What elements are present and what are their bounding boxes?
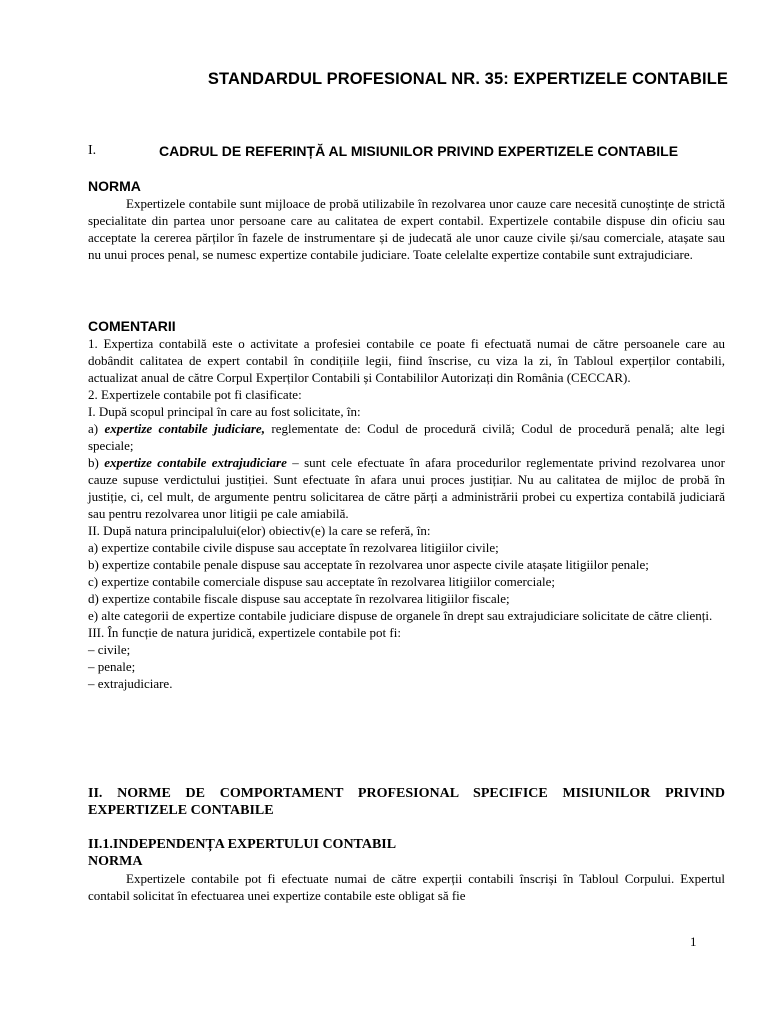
comentarii-block — [88, 318, 725, 692]
comment-paragraph: 2. Expertizele contabile pot fi clasificate: — [88, 387, 302, 402]
comment-paragraph: d) expertize contabile fiscale dispuse sau acceptate în rezolvarea litigiilor fiscale; — [88, 591, 510, 606]
subsection-heading: II.1.INDEPENDENȚA EXPERTULUI CONTABIL — [88, 837, 397, 852]
comment-paragraph: I. După scopul principal în care au fost solicitate, în: — [88, 404, 361, 419]
list-text: reglementate de: Codul de procedură civilă; Codul de procedură penală; alte legi speciale; — [88, 421, 725, 453]
comment-paragraph: III. În funcție de natura juridică, expertizele contabile pot fi: — [88, 625, 401, 640]
list-marker: a) — [88, 421, 105, 436]
comment-paragraph: a) expertize contabile civile dispuse sau acceptate în rezolvarea litigiilor civile; — [88, 540, 499, 555]
comment-paragraph: b) expertize contabile penale dispuse sau acceptate în rezolvarea unor aspecte civile atașate litigiilor penale; — [88, 557, 649, 572]
comment-paragraph: II. După natura principalului(elor) obiectiv(e) la care se referă, în: — [88, 523, 431, 538]
comment-paragraph: – civile; — [88, 642, 131, 657]
norma-paragraph: Expertizele contabile pot fi efectuate numai de către experții contabili înscriși în Tabloul Corpului. Expertul contabil solicitat în efectuarea unei expertize contabile este obligat să fie — [88, 871, 725, 903]
comment-paragraph — [88, 454, 725, 522]
document-title: STANDARDUL PROFESIONAL NR. 35: EXPERTIZELE CONTABILE — [207, 70, 728, 88]
page-number: 1 — [690, 934, 697, 949]
section-1-body — [88, 178, 725, 263]
emphasis-term: expertize contabile judiciare, — [104, 421, 265, 436]
emphasis-term: expertize contabile extrajudiciare — [104, 455, 287, 470]
section-1-title: CADRUL DE REFERINȚĂ AL MISIUNILOR PRIVIND EXPERTIZELE CONTABILE — [159, 143, 679, 159]
section-2-1-block — [88, 836, 725, 904]
section-2-block — [88, 785, 725, 819]
comentarii-heading: COMENTARII — [88, 318, 176, 334]
norma-heading: NORMA — [88, 178, 141, 194]
comment-paragraph: e) alte categorii de expertize contabile judiciare dispuse de organele în drept sau extrajudiciare solicitate de către clienți. — [88, 608, 713, 623]
comment-paragraph: – extrajudiciare. — [88, 676, 173, 691]
list-text: – sunt cele efectuate în afara procedurilor reglementate privind rezolvarea unor cauze supuse verdictului justiției. Sunt efectuate în afara unui proces justițiar. Nu au calitatea de mijloc de probă în justiție, ci, cel mult, de argumente pentru solicitarea de către părți a administrării probei cu expertiza contabilă judiciară sau pentru rezolvarea unor litigii pe cale amiabilă. — [88, 455, 725, 521]
comment-paragraph: 1. Expertiza contabilă este o activitate a profesiei contabile ce poate fi efectuată numai de către persoanele care au dobândit calitatea de expert contabil în condițiile legii, fiind înscrise, cu viza la zi, în Tabloul experților contabili, actualizat anual de către Corpul Experților Contabili și Contabililor Autorizați din România (CECCAR). — [88, 336, 725, 385]
comment-paragraph: c) expertize contabile comerciale dispuse sau acceptate în rezolvarea litigiilor comerciale; — [88, 574, 556, 589]
list-marker: b) — [88, 455, 105, 470]
norma-paragraph: Expertizele contabile sunt mijloace de probă utilizabile în rezolvarea unor cauze care necesită cunoștințe de strictă specialitate din partea unor persoane care au calitatea de expert contabil. Expertizele contabile dispuse din oficiu sau acceptate la cererea părților în fazele de instrumentare și de judecată ale unor cauze civile și/sau comerciale, atașate sau nu unui proces penal, se numesc expertize contabile judiciare. Toate celelalte expertize contabile sunt extrajudiciare. — [88, 196, 725, 262]
norma-heading: NORMA — [88, 854, 143, 869]
section-2-heading: II. NORME DE COMPORTAMENT PROFESIONAL SPECIFICE MISIUNILOR PRIVIND EXPERTIZELE CONTABILE — [88, 786, 725, 818]
comment-paragraph — [88, 420, 725, 454]
comment-paragraph: – penale; — [88, 659, 136, 674]
section-1-number: I. — [88, 143, 97, 158]
